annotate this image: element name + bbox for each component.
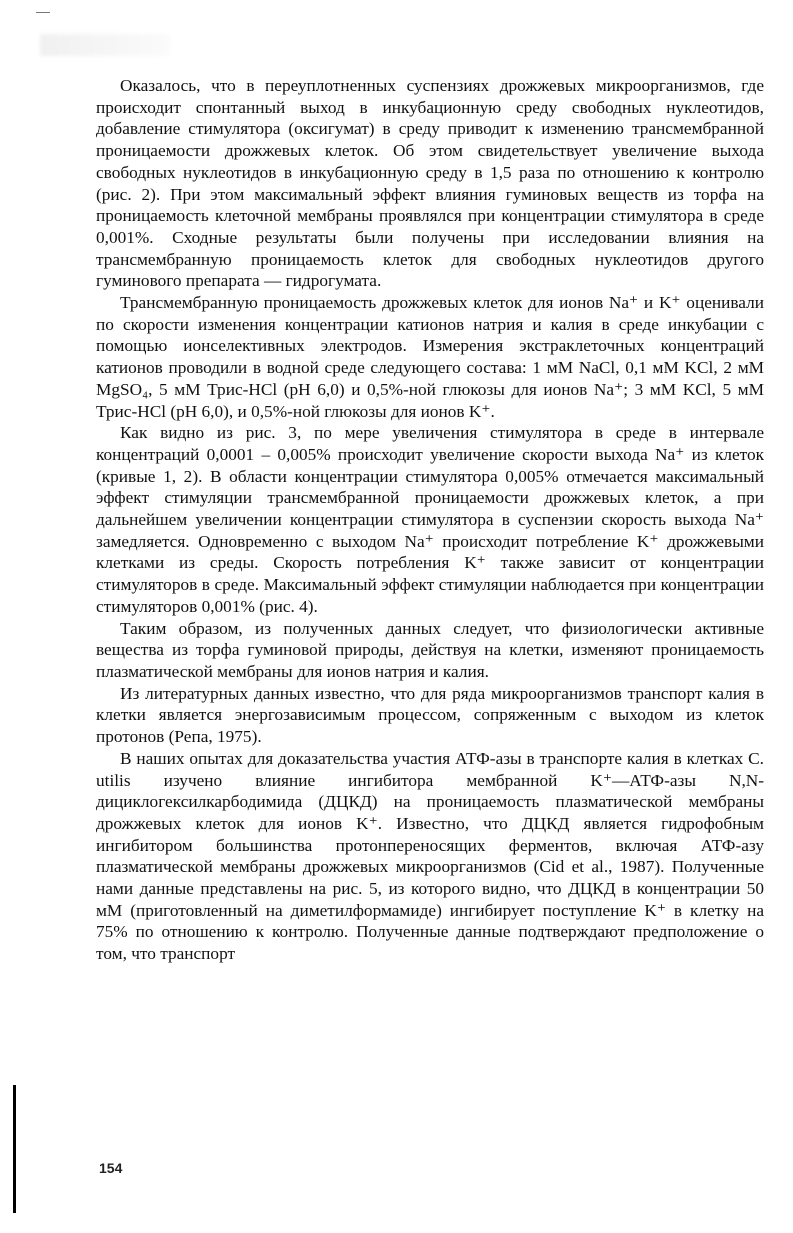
paragraph-3: Как видно из рис. 3, по мере увеличения стимулятора в среде в интервале концентраций 0,0001 – 0,005% происходит увеличение скорости выхода Na⁺ из клеток (кривые 1, 2). В области концентрации стимулятора 0,005% отмечается максимальный эффект стимуляции трансмембранной проницаемости дрожжевых клеток, а при дальнейшем увеличении концентрации стимулятора в суспензии скорость выхода Na⁺ замедляется. Одновременно с выходом Na⁺ происходит потребление K⁺ дрожжевыми клетками из среды. Скорость потребления K⁺ также зависит от концентрации стимуляторов в среде. Максимальный эффект стимуляции наблюдается при концентрации стимуляторов 0,001% (рис. 4).: [96, 423, 764, 616]
binding-edge-mark: [13, 1085, 16, 1213]
page-number: 154: [99, 1160, 123, 1176]
body-text: [96, 75, 764, 965]
paragraph-2: Трансмембранную проницаемость дрожжевых клеток для ионов Na⁺ и K⁺ оценивали по скорости изменения концентрации катионов натрия и калия в среде инкубации с помощью ионселективных электродов. Измерения экстраклеточных концентраций катионов проводили в водной среде следующего состава: 1 мМ NaCl, 0,1 мМ KCl, 2 мМ MgSO₄, 5 мМ Трис-HCl (pH 6,0) и 0,5%-ной глюкозы для ионов Na⁺; 3 мМ KCl, 5 мМ Трис-HCl (pH 6,0), и 0,5%-ной глюкозы для ионов K⁺.: [96, 293, 764, 421]
paragraph-4: Таким образом, из полученных данных следует, что физиологически активные вещества из торфа гуминовой природы, действуя на клетки, изменяют проницаемость плазматической мембраны для ионов натрия и калия.: [96, 618, 764, 681]
scan-smudge: [40, 34, 170, 56]
paragraph-6: В наших опытах для доказательства участия АТФ-азы в транспорте калия в клетках C. utilis изучено влияние ингибитора мембранной K⁺—АТФ-азы N,N-дициклогексилкарбодимида (ДЦКД) на проницаемость плазматической мембраны дрожжевых клеток для ионов K⁺. Известно, что ДЦКД является гидрофобным ингибитором большинства протонпереносящих ферментов, включая АТФ-азу плазматической мембраны дрожжевых микроорганизмов (Cid et al., 1987). Полученные нами данные представлены на рис. 5, из которого видно, что ДЦКД в концентрации 50 мМ (приготовленный на диметилформамиде) ингибирует поступление K⁺ в клетку на 75% по отношению к контролю. Полученные данные подтверждают предположение о том, что транспорт: [96, 748, 764, 964]
scan-mark-top: [36, 12, 50, 13]
paragraph-5: Из литературных данных известно, что для ряда микроорганизмов транспорт калия в клетки является энергозависимым процессом, сопряженным с выходом из клеток протонов (Репа, 1975).: [96, 683, 764, 747]
paragraph-1: Оказалось, что в переуплотненных суспензиях дрожжевых микроорганизмов, где происходит спонтанный выход в инкубационную среду свободных нуклеотидов, добавление стимулятора (оксигумат) в среду приводит к изменению трансмембранной проницаемости дрожжевых клеток. Об этом свидетельствует увеличение выхода свободных нуклеотидов в инкубационную среду в 1,5 раза по отношению к контролю (рис. 2). При этом максимальный эффект влияния гуминовых веществ из торфа на проницаемость клеточной мембраны проявлялся при концентрации стимулятора в среде 0,001%. Сходные результаты были получены при исследовании влияния на трансмембранную проницаемость клеток для свободных нуклеотидов другого гуминового препарата — гидрогумата.: [96, 76, 764, 291]
